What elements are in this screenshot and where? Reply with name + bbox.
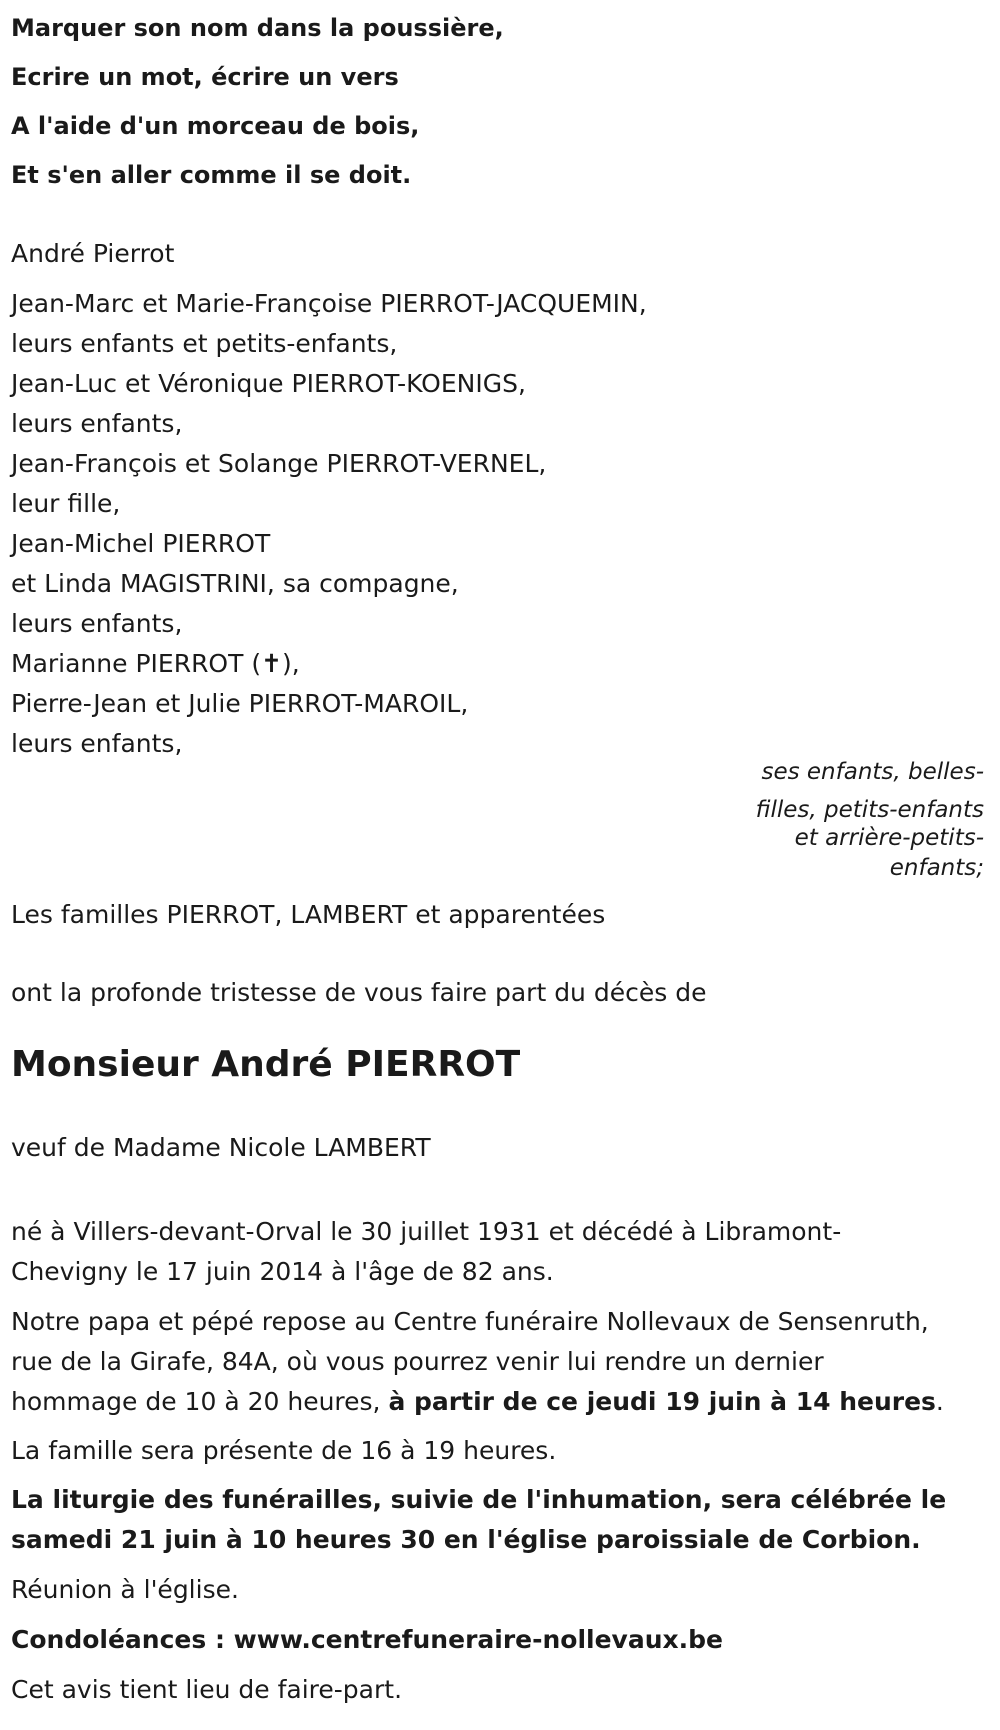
- family-line: leur fille,: [11, 489, 121, 518]
- rest-place-line: rue de la Girafe, 84A, où vous pourrez venir lui rendre un dernier: [11, 1347, 824, 1376]
- family-line: Jean-Luc et Véronique PIERROT-KOENIGS,: [11, 369, 526, 398]
- visit-start-time: à partir de ce jeudi 19 juin à 14 heures: [388, 1387, 936, 1416]
- rest-place-line: Notre papa et pépé repose au Centre funéraire Nollevaux de Sensenruth,: [11, 1307, 929, 1336]
- relation-note-line: ses enfants, belles-: [761, 759, 984, 785]
- relation-note-line: enfants;: [889, 855, 984, 881]
- families-line: Les familles PIERROT, LAMBERT et apparentées: [11, 900, 606, 929]
- rest-place-text: hommage de 10 à 20 heures,: [11, 1387, 389, 1416]
- birth-death-line: né à Villers-devant-Orval le 30 juillet 1931 et décédé à Libramont-: [11, 1217, 842, 1246]
- condolences-line: Condoléances : www.centrefuneraire-nollevaux.be: [11, 1625, 723, 1654]
- poem-line: Marquer son nom dans la poussière,: [11, 14, 504, 42]
- meeting-line: Réunion à l'église.: [11, 1575, 239, 1604]
- family-line: Jean-Michel PIERROT: [11, 529, 271, 558]
- liturgy-line: samedi 21 juin à 10 heures 30 en l'église paroissiale de Corbion.: [11, 1525, 921, 1554]
- family-line: Jean-François et Solange PIERROT-VERNEL,: [11, 449, 547, 478]
- poem-line: Et s'en aller comme il se doit.: [11, 161, 412, 189]
- family-line: Pierre-Jean et Julie PIERROT-MAROIL,: [11, 689, 469, 718]
- signer: André Pierrot: [11, 239, 175, 268]
- deceased-name: Monsieur André PIERROT: [11, 1044, 521, 1085]
- notice-line: Cet avis tient lieu de faire-part.: [11, 1675, 403, 1704]
- obituary-notice: [11, 0, 991, 764]
- rest-place-line: [11, 1382, 971, 1422]
- family-line: leurs enfants,: [11, 409, 183, 438]
- birth-death-line: Chevigny le 17 juin 2014 à l'âge de 82 ans.: [11, 1257, 554, 1286]
- relation-note: [724, 752, 984, 888]
- family-line: Jean-Marc et Marie-Françoise PIERROT-JACQUEMIN,: [11, 289, 647, 318]
- family-line: leurs enfants,: [11, 609, 183, 638]
- poem: [11, 0, 991, 200]
- family-line: leurs enfants,: [11, 729, 183, 758]
- poem-line: A l'aide d'un morceau de bois,: [11, 112, 420, 140]
- poem-line: Ecrire un mot, écrire un vers: [11, 63, 399, 91]
- relation-note-line: filles, petits-enfants: [755, 797, 984, 823]
- family-line: Marianne PIERROT (✝),: [11, 649, 300, 678]
- rest-place-text: .: [935, 1387, 944, 1416]
- family-line: leurs enfants et petits-enfants,: [11, 329, 398, 358]
- family-list: [11, 284, 991, 764]
- widower-line: veuf de Madame Nicole LAMBERT: [11, 1133, 431, 1162]
- family-line: et Linda MAGISTRINI, sa compagne,: [11, 569, 459, 598]
- family-presence-line: La famille sera présente de 16 à 19 heures.: [11, 1436, 557, 1465]
- relation-note-line: et arrière-petits-: [794, 825, 984, 851]
- announcement-line: ont la profonde tristesse de vous faire part du décès de: [11, 978, 707, 1007]
- liturgy-line: La liturgie des funérailles, suivie de l'inhumation, sera célébrée le: [11, 1485, 947, 1514]
